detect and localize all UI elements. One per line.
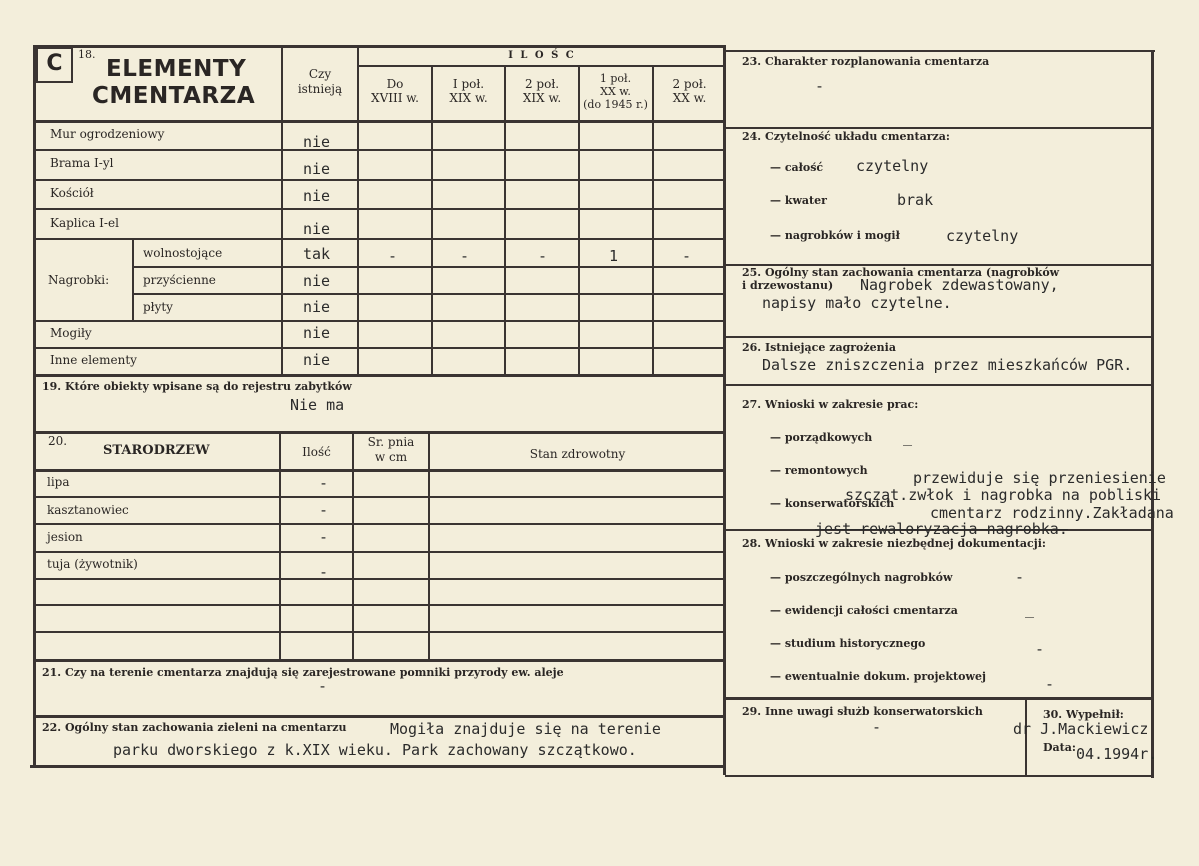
q25-answer: Nagrobek zdewastowany,: [860, 276, 1059, 294]
period-header: 1 poł. XX w. (do 1945 r.): [583, 72, 648, 111]
tree-qty: -: [319, 501, 329, 519]
q28-item-mark: -: [1035, 640, 1045, 658]
rule: [36, 320, 725, 322]
rule: [132, 266, 725, 268]
section-title-line1: ELEMENTY: [106, 56, 247, 82]
q27-item-label: — remontowych: [770, 464, 868, 477]
rule: [36, 631, 725, 633]
row-label: przyścienne: [143, 273, 216, 287]
count-cell: -: [460, 247, 470, 265]
q20-col-diam: Sr. pnia w cm: [367, 435, 415, 464]
row-label: wolnostojące: [143, 246, 223, 260]
rule: [33, 45, 725, 48]
nagrobki-label: Nagrobki:: [48, 273, 110, 287]
rule: [132, 293, 725, 295]
rule: [33, 120, 725, 123]
rule: [36, 551, 725, 553]
rule: [725, 775, 1153, 777]
q29-label: 29. Inne uwagi służb konserwatorskich: [742, 705, 983, 718]
rule: [504, 65, 506, 375]
q27-answer: szcząt.zwłok i nagrobka na pobliski: [845, 486, 1162, 504]
row-label: płyty: [143, 300, 173, 314]
q27-label: 27. Wnioski w zakresie prac:: [742, 398, 919, 411]
q24-item-label: — kwater: [770, 194, 827, 207]
q28-item-mark: -: [1045, 675, 1055, 693]
row-exists: nie: [303, 220, 331, 238]
row-exists: nie: [303, 133, 331, 151]
q25-label: 25. Ogólny stan zachowania cmentarza (nagrobków: [742, 266, 1060, 279]
q23-answer: -: [815, 77, 825, 95]
row-exists: nie: [303, 298, 331, 316]
count-cell: -: [682, 247, 692, 265]
q20-title: STARODRZEW: [103, 443, 210, 458]
row-label: Inne elementy: [50, 353, 137, 367]
q27-answer: jest rewaloryzacja nagrobka.: [815, 520, 1068, 538]
rule: [431, 65, 433, 375]
q27-item-label: — porządkowych: [770, 431, 873, 444]
rule: [725, 697, 1153, 700]
q22-label: 22. Ogólny stan zachowania zieleni na cmentarzu: [42, 721, 347, 734]
row-exists: nie: [303, 187, 331, 205]
q30-name: dr J.Mackiewicz: [1013, 720, 1149, 738]
rule: [33, 431, 725, 434]
q20-col-health: Stan zdrowotny: [529, 447, 626, 461]
q26-label: 26. Istniejące zagrożenia: [742, 341, 896, 354]
rule: [36, 149, 725, 151]
rule: [357, 65, 725, 67]
q23-label: 23. Charakter rozplanowania cmentarza: [742, 55, 990, 68]
q27-item-mark: _: [903, 428, 913, 446]
row-exists: nie: [303, 324, 331, 342]
q30-date: 04.1994r.: [1076, 745, 1158, 763]
tree-name: tuja (żywotnik): [47, 557, 138, 571]
rule: [1151, 50, 1154, 778]
q22-answer: Mogiła znajduje się na terenie: [390, 720, 661, 738]
tree-qty: -: [319, 474, 329, 492]
q27-item-label: — konserwatorskich: [770, 497, 895, 510]
q25-answer: napisy mało czytelne.: [762, 294, 952, 312]
period-header: I poł. XIX w.: [449, 77, 488, 105]
q25-label: i drzewostanu): [742, 279, 834, 292]
q28-item-label: — ewidencji całości cmentarza: [770, 604, 958, 617]
rule: [652, 65, 654, 375]
q27-answer: przewiduje się przeniesienie: [913, 469, 1166, 487]
q30-label: 30. Wypełnił:: [1043, 708, 1124, 721]
row-exists: nie: [303, 160, 331, 178]
rule: [36, 208, 725, 210]
row-label: Kościół: [50, 186, 94, 200]
rule: [36, 238, 725, 240]
q24-item-label: — nagrobków i mogił: [770, 229, 900, 242]
section-number: 18.: [78, 48, 96, 61]
row-label: Brama I-yl: [50, 156, 114, 170]
rule: [33, 715, 725, 718]
period-header: 2 poł. XIX w.: [522, 77, 562, 105]
rule: [725, 127, 1153, 129]
quantity-header: I L O Ś C: [508, 50, 576, 61]
row-exists: nie: [303, 272, 331, 290]
exists-header: Czy istnieją: [297, 67, 343, 96]
tree-qty: -: [319, 563, 329, 581]
q26-answer: Dalsze zniszczenia przez mieszkańców PGR.: [762, 356, 1133, 374]
rule: [33, 374, 725, 377]
q28-item-label: — studium historycznego: [770, 637, 926, 650]
rule: [725, 50, 1155, 52]
q28-item-label: — poszczególnych nagrobków: [770, 571, 953, 584]
rule: [725, 336, 1153, 338]
q24-item-answer: czytelny: [946, 227, 1019, 245]
q20-col-qty: Ilość: [302, 445, 331, 459]
q30-date-label: Data:: [1043, 741, 1076, 754]
rule: [36, 496, 725, 498]
section-code: C: [36, 47, 73, 83]
tree-name: kasztanowiec: [47, 503, 129, 517]
q21-label: 21. Czy na terenie cmentarza znajdują się zarejestrowane pomniki przyrody ew. aleje: [42, 666, 564, 679]
row-label: Kaplica I-el: [50, 216, 119, 230]
rule: [36, 523, 725, 525]
q24-item-answer: czytelny: [856, 157, 929, 175]
rule: [33, 659, 725, 662]
rule: [428, 431, 430, 661]
rule: [36, 604, 725, 606]
rule: [33, 469, 725, 472]
q28-item-mark: _: [1025, 600, 1035, 618]
q19-label: 19. Które obiekty wpisane są do rejestru zabytków: [42, 380, 352, 393]
section-title-line2: CMENTARZA: [92, 83, 256, 109]
rule: [36, 179, 725, 181]
rule: [36, 347, 725, 349]
q20-number: 20.: [48, 434, 68, 448]
period-header: Do XVIII w.: [371, 77, 419, 105]
rule: [352, 431, 354, 661]
q27-answer: cmentarz rodzinny.Zakładana: [930, 504, 1174, 522]
rule: [132, 238, 134, 321]
q22-answer: parku dworskiego z k.XIX wieku. Park zachowany szczątkowo.: [113, 741, 637, 759]
tree-qty: -: [319, 528, 329, 546]
rule: [30, 765, 725, 768]
q21-answer: -: [318, 677, 328, 695]
q28-item-mark: -: [1015, 568, 1025, 586]
tree-name: lipa: [47, 475, 70, 489]
tree-name: jesion: [47, 530, 83, 544]
count-cell: -: [538, 247, 548, 265]
row-exists: tak: [303, 245, 331, 263]
q19-answer: Nie ma: [290, 396, 345, 414]
row-label: Mur ogrodzeniowy: [50, 127, 165, 141]
row-exists: nie: [303, 351, 331, 369]
rule: [36, 578, 725, 580]
period-header: 2 poł. XX w.: [672, 77, 707, 105]
rule: [725, 384, 1153, 386]
rule: [723, 45, 726, 775]
q24-item-answer: brak: [897, 191, 934, 209]
row-label: Mogiły: [50, 326, 92, 340]
q24-label: 24. Czytelność układu cmentarza:: [742, 130, 950, 143]
rule: [578, 65, 580, 375]
rule: [279, 431, 281, 661]
q28-item-label: — ewentualnie dokum. projektowej: [770, 670, 986, 683]
q28-label: 28. Wnioski w zakresie niezbędnej dokumentacji:: [742, 537, 1046, 550]
count-cell: -: [388, 247, 398, 265]
q24-item-label: — całość: [770, 161, 824, 174]
count-cell: 1: [609, 247, 619, 265]
q29-answer: -: [872, 718, 882, 736]
